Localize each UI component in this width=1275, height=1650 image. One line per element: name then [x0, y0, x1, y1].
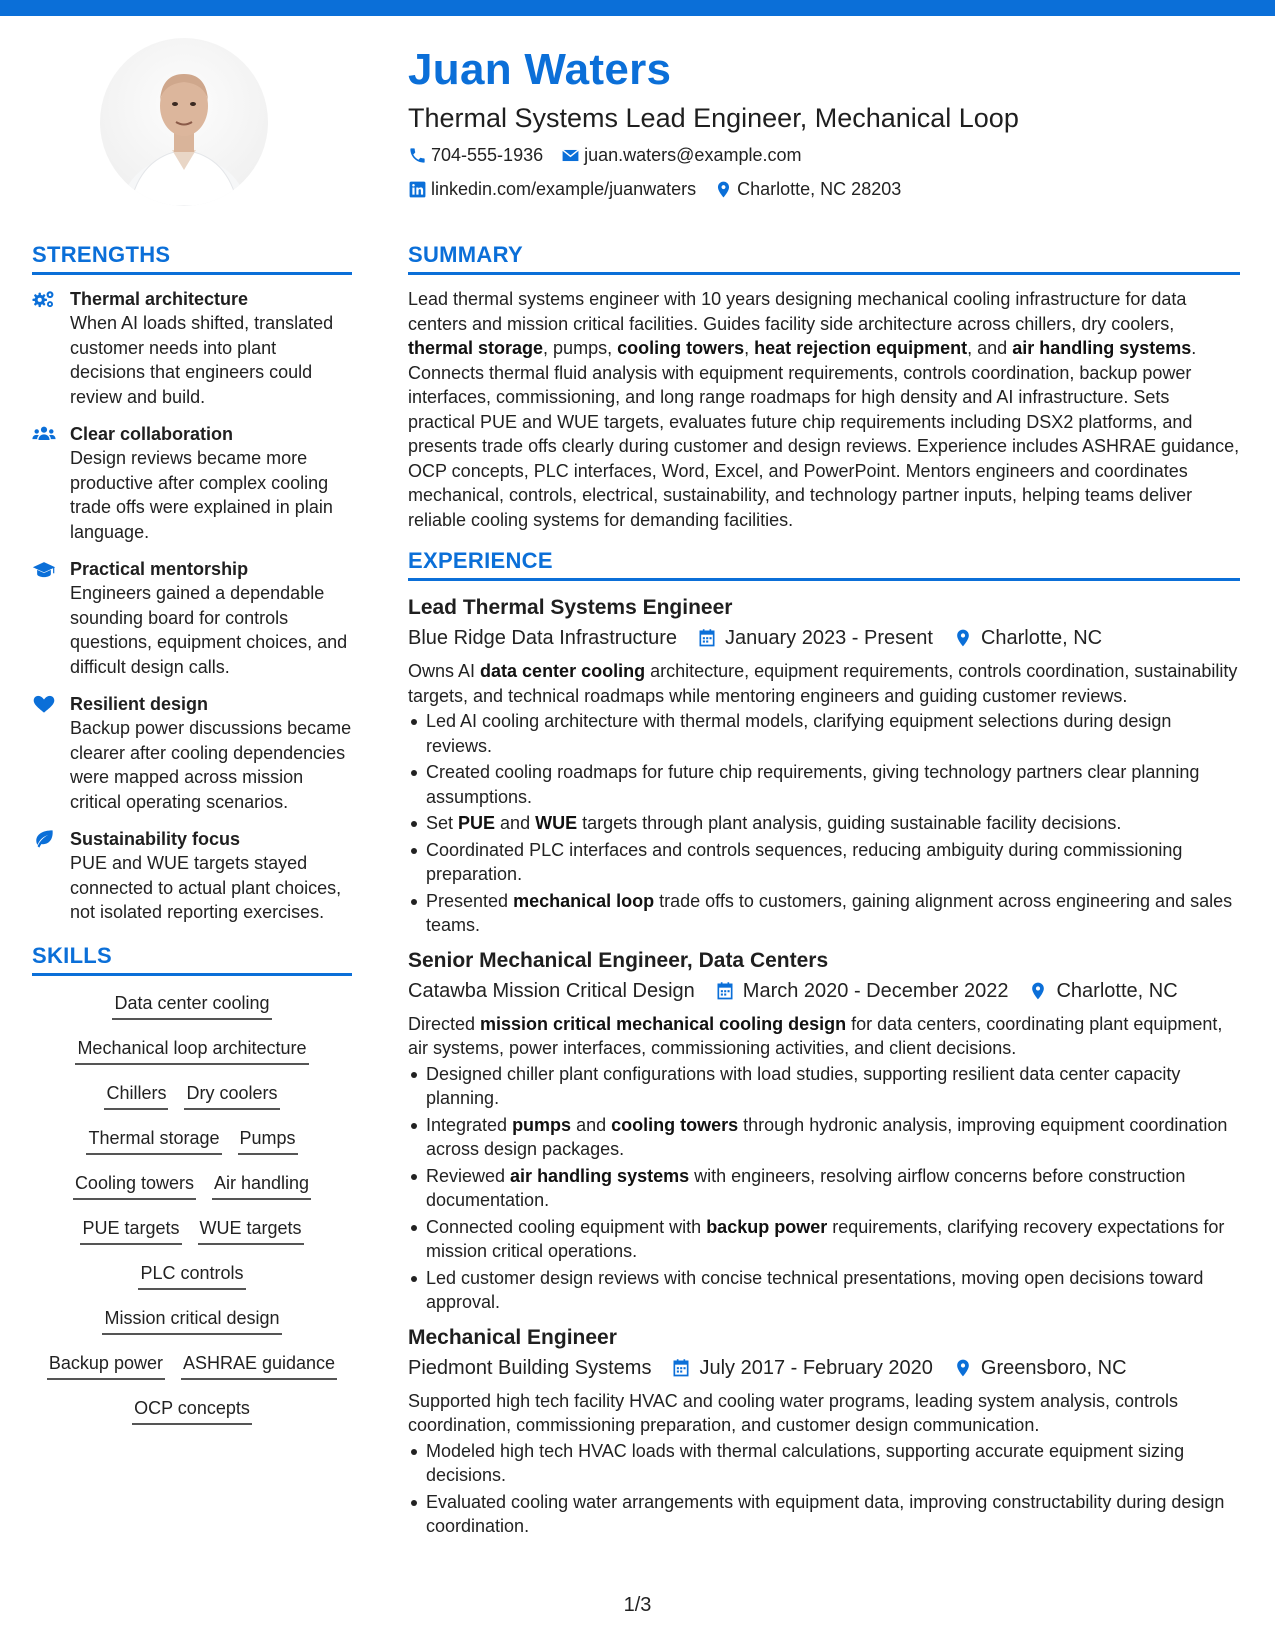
experience-list — [408, 593, 1240, 1539]
job-bullet: Led customer design reviews with concise technical presentations, moving open decisions toward approval. — [408, 1266, 1240, 1315]
strength-title: Clear collaboration — [70, 424, 234, 444]
strength-title: Practical mentorship — [70, 559, 249, 579]
strength-body: PUE and WUE targets stayed connected to actual plant choices, not isolated reporting exercises. — [70, 853, 342, 922]
users-icon — [32, 424, 56, 444]
job-entry — [408, 1323, 1240, 1539]
strength-item — [32, 692, 352, 814]
job-bullets — [408, 1062, 1240, 1315]
skill-row — [32, 1303, 352, 1348]
job-bullet: Set PUE and WUE targets through plant analysis, guiding sustainable facility decisions. — [408, 811, 1240, 836]
envelope-icon — [561, 146, 580, 165]
left-column — [32, 240, 352, 1438]
right-column — [408, 240, 1240, 1547]
job-bullet: Coordinated PLC interfaces and controls sequences, reducing ambiguity during commissioning preparation. — [408, 838, 1240, 887]
graduation-cap-icon — [32, 559, 56, 579]
skills-heading: SKILLS — [32, 941, 352, 976]
skill-row — [32, 988, 352, 1033]
strength-item — [32, 557, 352, 679]
page-number: 1/3 — [623, 1594, 652, 1616]
job-location: Charlotte, NC — [1028, 976, 1177, 1006]
phone-contact — [408, 140, 543, 170]
skill-row — [32, 1348, 352, 1393]
strength-body: When AI loads shifted, translated customer needs into plant decisions that engineers could review and build. — [70, 313, 334, 407]
email-contact[interactable] — [561, 140, 801, 170]
experience-heading: EXPERIENCE — [408, 546, 1240, 581]
strength-body: Backup power discussions became clearer after cooling dependencies were mapped across mission critical operating scenarios. — [70, 718, 352, 812]
contact-row-1 — [408, 140, 1238, 170]
skill-tag: Thermal storage — [86, 1125, 221, 1155]
company-name: Catawba Mission Critical Design — [408, 979, 695, 1002]
gears-icon — [32, 289, 56, 309]
job-description: Owns AI data center cooling architecture, equipment requirements, controls coordination, sustainability targets, and technical roadmaps while mentoring engineers and guiding customer reviews. — [408, 661, 1238, 706]
map-pin-icon — [1028, 981, 1048, 1001]
job-entry — [408, 593, 1240, 938]
skill-row — [32, 1033, 352, 1078]
job-bullet: Connected cooling equipment with backup power requirements, clarifying recovery expectations for mission critical operations. — [408, 1215, 1240, 1264]
strength-title: Thermal architecture — [70, 289, 249, 309]
job-title: Lead Thermal Systems Engineer — [408, 596, 733, 619]
email-text[interactable]: juan.waters@example.com — [584, 145, 802, 165]
linkedin-icon — [408, 180, 427, 199]
skill-tag: Backup power — [47, 1350, 165, 1380]
contact-row-2 — [408, 174, 1238, 204]
linkedin-contact[interactable] — [408, 174, 696, 204]
job-title: Senior Mechanical Engineer, Data Centers — [408, 948, 829, 972]
resume-header — [408, 42, 1238, 204]
phone-text: 704-555-1936 — [431, 145, 544, 165]
skill-tag: Chillers — [104, 1080, 168, 1110]
top-accent-bar — [0, 0, 1275, 16]
map-pin-icon — [953, 1358, 973, 1378]
candidate-title: Thermal Systems Lead Engineer, Mechanical Loop — [408, 103, 1019, 133]
job-bullet: Integrated pumps and cooling towers through hydronic analysis, improving equipment coordination across design packages. — [408, 1113, 1240, 1162]
skill-tag: Data center cooling — [112, 990, 271, 1020]
skill-row — [32, 1213, 352, 1258]
job-bullet: Evaluated cooling water arrangements with equipment data, improving constructability during design coordination. — [408, 1490, 1240, 1539]
strengths-heading: STRENGTHS — [32, 240, 352, 275]
job-dates: March 2020 - December 2022 — [715, 976, 1009, 1006]
skill-tag: OCP concepts — [132, 1395, 252, 1425]
calendar-icon — [697, 628, 717, 648]
job-bullet: Created cooling roadmaps for future chip requirements, giving technology partners clear planning assumptions. — [408, 760, 1240, 809]
skill-tag: PLC controls — [138, 1260, 245, 1290]
company-name: Piedmont Building Systems — [408, 1356, 652, 1379]
job-bullet: Presented mechanical loop trade offs to customers, gaining alignment across engineering and sales teams. — [408, 889, 1240, 938]
job-entry — [408, 946, 1240, 1315]
job-dates: January 2023 - Present — [697, 623, 933, 653]
job-description: Supported high tech facility HVAC and cooling water programs, leading system analysis, controls coordination, commissioning preparation, and customer design communication. — [408, 1390, 1179, 1435]
leaf-icon — [32, 829, 56, 849]
candidate-name: Juan Waters — [408, 45, 672, 94]
strength-body: Engineers gained a dependable sounding board for controls questions, equipment choices, and difficult design calls. — [70, 583, 348, 677]
skill-tag: Dry coolers — [184, 1080, 279, 1110]
strength-body: Design reviews became more productive after complex cooling trade offs were explained in plain language. — [70, 448, 333, 542]
job-dates: July 2017 - February 2020 — [671, 1353, 932, 1383]
skill-tag: ASHRAE guidance — [181, 1350, 337, 1380]
job-meta — [408, 1353, 1240, 1383]
job-meta — [408, 623, 1240, 653]
job-bullets — [408, 709, 1240, 938]
strength-title: Sustainability focus — [70, 829, 241, 849]
strength-item — [32, 287, 352, 409]
job-meta — [408, 976, 1240, 1006]
job-bullet: Modeled high tech HVAC loads with thermal calculations, supporting accurate equipment sizing decisions. — [408, 1439, 1240, 1488]
phone-icon — [408, 146, 427, 165]
skill-tag: Cooling towers — [73, 1170, 196, 1200]
skill-row — [32, 1393, 352, 1438]
job-description: Directed mission critical mechanical cooling design for data centers, coordinating plant equipment, air systems, power interfaces, commissioning activities, and client decisions. — [408, 1013, 1223, 1058]
calendar-icon — [671, 1358, 691, 1378]
job-bullet: Reviewed air handling systems with engineers, resolving airflow concerns before construction documentation. — [408, 1164, 1240, 1213]
strength-item — [32, 422, 352, 544]
map-pin-icon — [953, 628, 973, 648]
location-text: Charlotte, NC 28203 — [737, 179, 902, 199]
skill-row — [32, 1168, 352, 1213]
linkedin-text[interactable]: linkedin.com/example/juanwaters — [431, 179, 697, 199]
skill-row — [32, 1123, 352, 1168]
summary-heading: SUMMARY — [408, 240, 1240, 275]
skill-tag: Pumps — [238, 1125, 298, 1155]
skill-row — [32, 1258, 352, 1303]
job-location: Greensboro, NC — [953, 1353, 1127, 1383]
location-contact — [714, 174, 901, 204]
heart-icon — [32, 694, 56, 714]
job-location: Charlotte, NC — [953, 623, 1102, 653]
strength-item — [32, 827, 352, 925]
skill-tag: WUE targets — [198, 1215, 304, 1245]
job-title: Mechanical Engineer — [408, 1325, 617, 1349]
job-bullets — [408, 1439, 1240, 1539]
strength-title: Resilient design — [70, 694, 209, 714]
profile-photo — [100, 38, 268, 206]
job-bullet: Led AI cooling architecture with thermal models, clarifying equipment selections during design reviews. — [408, 709, 1240, 758]
skill-tag: Air handling — [212, 1170, 311, 1200]
job-bullet: Designed chiller plant configurations with load studies, supporting resilient data center capacity planning. — [408, 1062, 1240, 1111]
skill-row — [32, 1078, 352, 1123]
calendar-icon — [715, 981, 735, 1001]
skill-tag: Mechanical loop architecture — [75, 1035, 308, 1065]
company-name: Blue Ridge Data Infrastructure — [408, 627, 678, 649]
summary-text: Lead thermal systems engineer with 10 years designing mechanical cooling infrastructure for data centers and mission critical facilities. Guides facility side architecture across chillers, dry coolers, thermal storage, pumps, cooling towers, heat rejection equipment, and air handling systems. Connects thermal fluid analysis with equipment requirements, controls coordination, backup power interfaces, commissioning, and long range roadmaps for high density and AI infrastructure. Sets practical PUE and WUE targets, evaluates future chip requirements including DSX2 platforms, and presents trade offs clearly during customer and design reviews. Experience includes ASHRAE guidance, OCP concepts, PLC interfaces, Word, Excel, and PowerPoint. Mentors engineers and coordinates mechanical, controls, electrical, sustainability, and technology partner inputs, helping teams deliver reliable cooling systems for demanding facilities. — [408, 289, 1240, 530]
map-pin-icon — [714, 180, 733, 199]
skills-list — [32, 988, 352, 1438]
skill-tag: PUE targets — [80, 1215, 181, 1245]
skill-tag: Mission critical design — [102, 1305, 281, 1335]
